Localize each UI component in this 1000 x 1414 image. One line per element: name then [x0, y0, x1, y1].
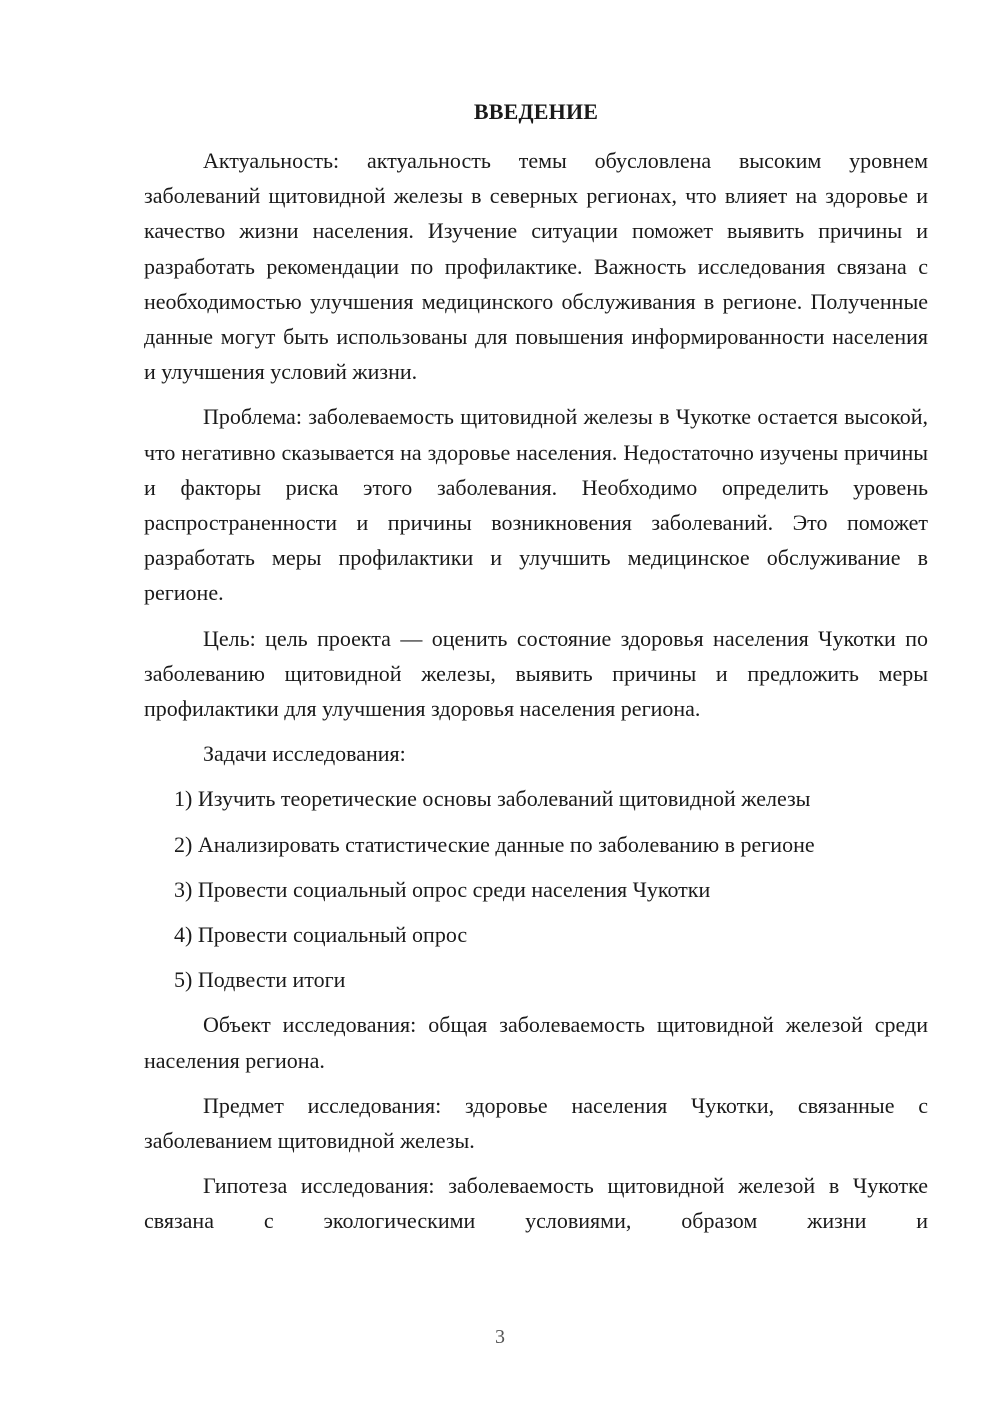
page-number: 3 — [495, 1326, 505, 1348]
tasks-list — [144, 781, 928, 997]
paragraph-relevance: Актуальность: актуальность темы обусловлена высоким уровнем заболеваний щитовидной железы в северных регионах, что влияет на здоровье и качество жизни населения. Изучение ситуации поможет выявить причины и разработать рекомендации по профилактике. Важность исследования связана с необходимостью улучшения медицинского обслуживания в регионе. Полученные данные могут быть использованы для повышения информированности населения и улучшения условий жизни. — [144, 148, 928, 385]
paragraph-hypothesis: Гипотеза исследования: заболеваемость щитовидной железой в Чукотке связана с экологическими условиями, образом жизни и — [144, 1173, 928, 1234]
page-title: ВВЕДЕНИЕ — [473, 99, 599, 124]
paragraph-goal: Цель: цель проекта — оценить состояние здоровья населения Чукотки по заболеванию щитовидной железы, выявить причины и предложить меры профилактики для улучшения здоровья населения региона. — [144, 625, 928, 722]
task-item: 1) Изучить теоретические основы заболеваний щитовидной железы — [174, 786, 811, 812]
task-item: 2) Анализировать статистические данные по заболеванию в регионе — [174, 831, 815, 857]
task-item: 3) Провести социальный опрос среди населения Чукотки — [174, 876, 711, 902]
paragraph-subject: Предмет исследования: здоровье населения Чукотки, связанные с заболеванием щитовидной железы. — [144, 1092, 928, 1154]
task-item: 5) Подвести итоги — [174, 967, 346, 993]
task-item: 4) Провести социальный опрос — [174, 922, 468, 948]
page-content — [144, 94, 928, 1249]
paragraph-object: Объект исследования: общая заболеваемость щитовидной железой среди населения региона. — [144, 1012, 928, 1073]
tasks-heading: Задачи исследования: — [203, 741, 406, 767]
paragraph-problem: Проблема: заболеваемость щитовидной железы в Чукотке остается высокой, что негативно сказывается на здоровье населения. Недостаточно изучены причины и факторы риска этого заболевания. Необходимо определить уровень распространенности и причины возникновения заболеваний. Это поможет разработать меры профилактики и улучшить медицинское обслуживание в регионе. — [144, 404, 928, 606]
